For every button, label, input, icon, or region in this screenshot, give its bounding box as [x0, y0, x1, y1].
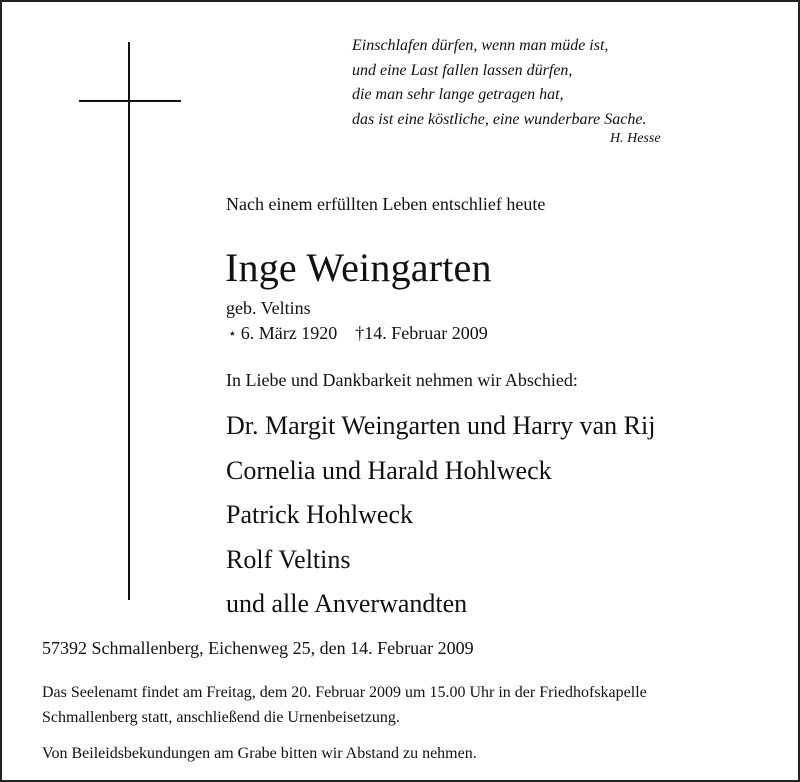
birth-date: 6. März 1920	[240, 323, 338, 343]
mourner: Rolf Veltins	[226, 544, 351, 574]
maiden-name: geb. Veltins	[226, 298, 311, 318]
service-line: Schmallenberg statt, anschließend die Urnenbeisetzung.	[42, 709, 400, 726]
condolence-note: Von Beileidsbekundungen am Grabe bitten wir Abstand zu nehmen.	[42, 745, 477, 762]
poem-line: die man sehr lange getragen hat,	[352, 86, 564, 103]
poem	[352, 34, 646, 132]
cross-bar	[79, 100, 181, 102]
cross-icon	[128, 42, 130, 600]
address-line: 57392 Schmallenberg, Eichenweg 25, den 14. Februar 2009	[42, 638, 474, 658]
mourner: Dr. Margit Weingarten und Harry van Rij	[226, 411, 656, 440]
mourner: Cornelia und Harald Hohlweck	[226, 455, 552, 485]
farewell-text: In Liebe und Dankbarkeit nehmen wir Abschied:	[226, 370, 578, 390]
poem-author: H. Hesse	[610, 131, 661, 146]
mourner: und alle Anverwandten	[226, 589, 468, 618]
intro-text: Nach einem erfüllten Leben entschlief heute	[226, 194, 546, 214]
poem-line: Einschlafen dürfen, wenn man müde ist,	[352, 37, 609, 54]
birth-star-icon: ⋆	[228, 327, 237, 342]
service-line: Das Seelenamt findet am Freitag, dem 20. Februar 2009 um 15.00 Uhr in der Friedhofskapelle	[42, 684, 647, 701]
poem-line: und eine Last fallen lassen dürfen,	[352, 61, 573, 79]
death-date: †14. Februar 2009	[355, 323, 488, 343]
life-dates	[228, 323, 488, 344]
mourners-list	[226, 404, 655, 627]
poem-line: das ist eine köstliche, eine wunderbare Sache.	[352, 110, 647, 128]
mourner: Patrick Hohlweck	[226, 500, 414, 529]
service-info	[42, 680, 647, 730]
deceased-name: Inge Weingarten	[225, 245, 492, 290]
